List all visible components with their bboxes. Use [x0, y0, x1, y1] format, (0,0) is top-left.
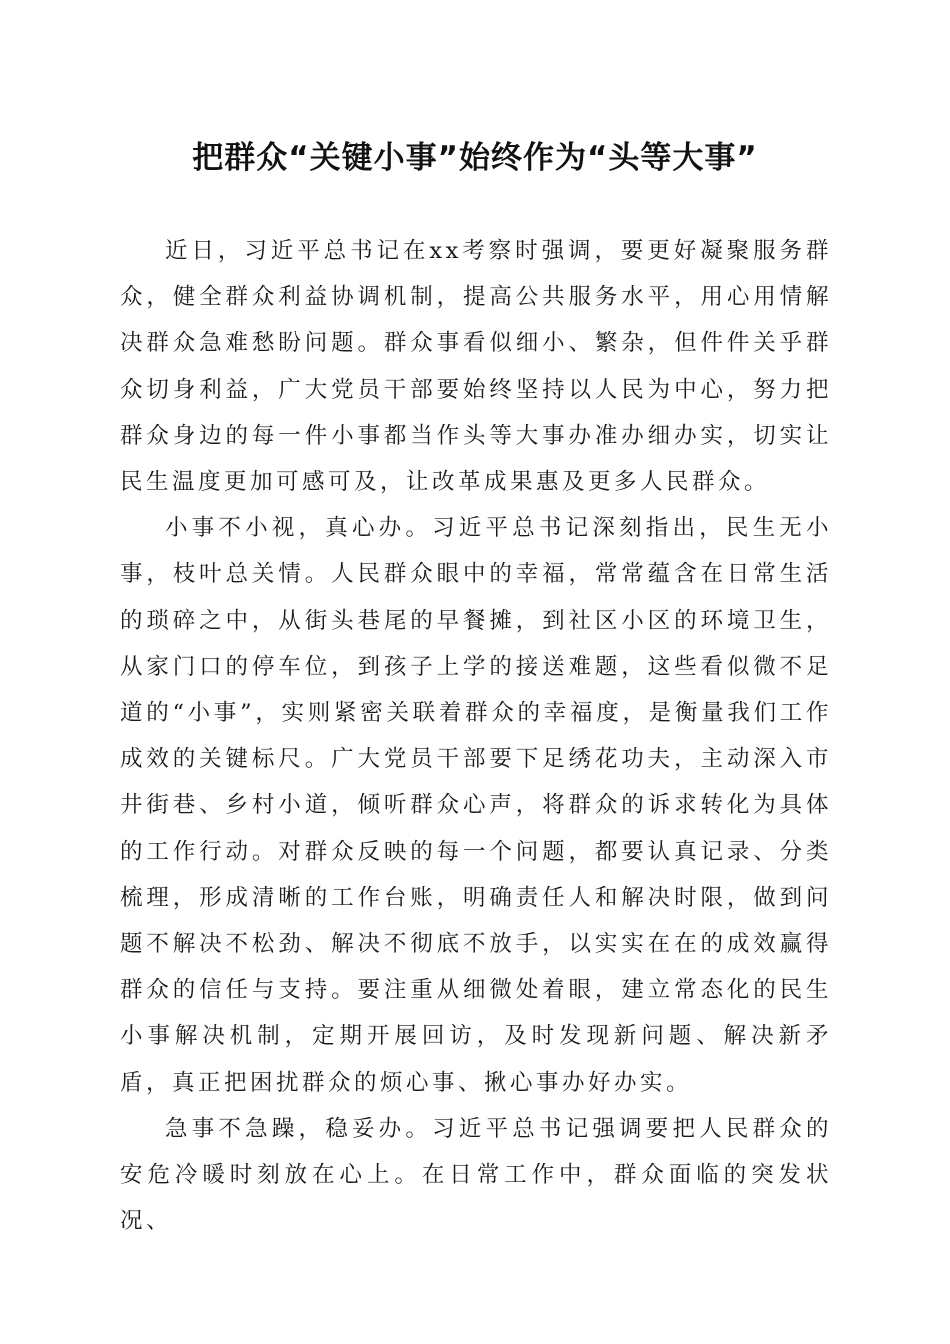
document-title: 把群众“关键小事”始终作为“头等大事” [192, 140, 758, 176]
paragraph-3: 急事不急躁，稳妥办。习近平总书记强调要把人民群众的安危冷暖时刻放在心上。在日常工作中，群众面临的突发状况、 [120, 1115, 832, 1235]
paragraph-2: 小事不小视，真心办。习近平总书记深刻指出，民生无小事，枝叶总关情。人民群众眼中的幸福，常常蕴含在日常生活的琐碎之中，从街头巷尾的早餐摊，到社区小区的环境卫生，从家门口的停车位，到孩子上学的接送难题，这些看似微不足道的“小事”，实则紧密关联着群众的幸福度，是衡量我们工作成效的关键标尺。广大党员干部要下足绣花功夫，主动深入市井街巷、乡村小道，倾听群众心声，将群众的诉求转化为具体的工作行动。对群众反映的每一个问题，都要认真记录、分类梳理，形成清晰的工作台账，明确责任人和解决时限，做到问题不解决不松劲、解决不彻底不放手，以实实在在的成效赢得群众的信任与支持。要注重从细微处着眼，建立常态化的民生小事解决机制，定期开展回访，及时发现新问题、解决新矛盾，真正把困扰群众的烦心事、揪心事办好办实。 [120, 515, 832, 1096]
document-body [120, 228, 832, 1244]
paragraph-1: 近日，习近平总书记在xx考察时强调，要更好凝聚服务群众，健全群众利益协调机制，提高公共服务水平，用心用情解决群众急难愁盼问题。群众事看似细小、繁杂，但件件关乎群众切身利益，广大党员干部要始终坚持以人民为中心，努力把群众身边的每一件小事都当作头等大事办准办细办实，切实让民生温度更加可感可及，让改革成果惠及更多人民群众。 [120, 238, 832, 496]
